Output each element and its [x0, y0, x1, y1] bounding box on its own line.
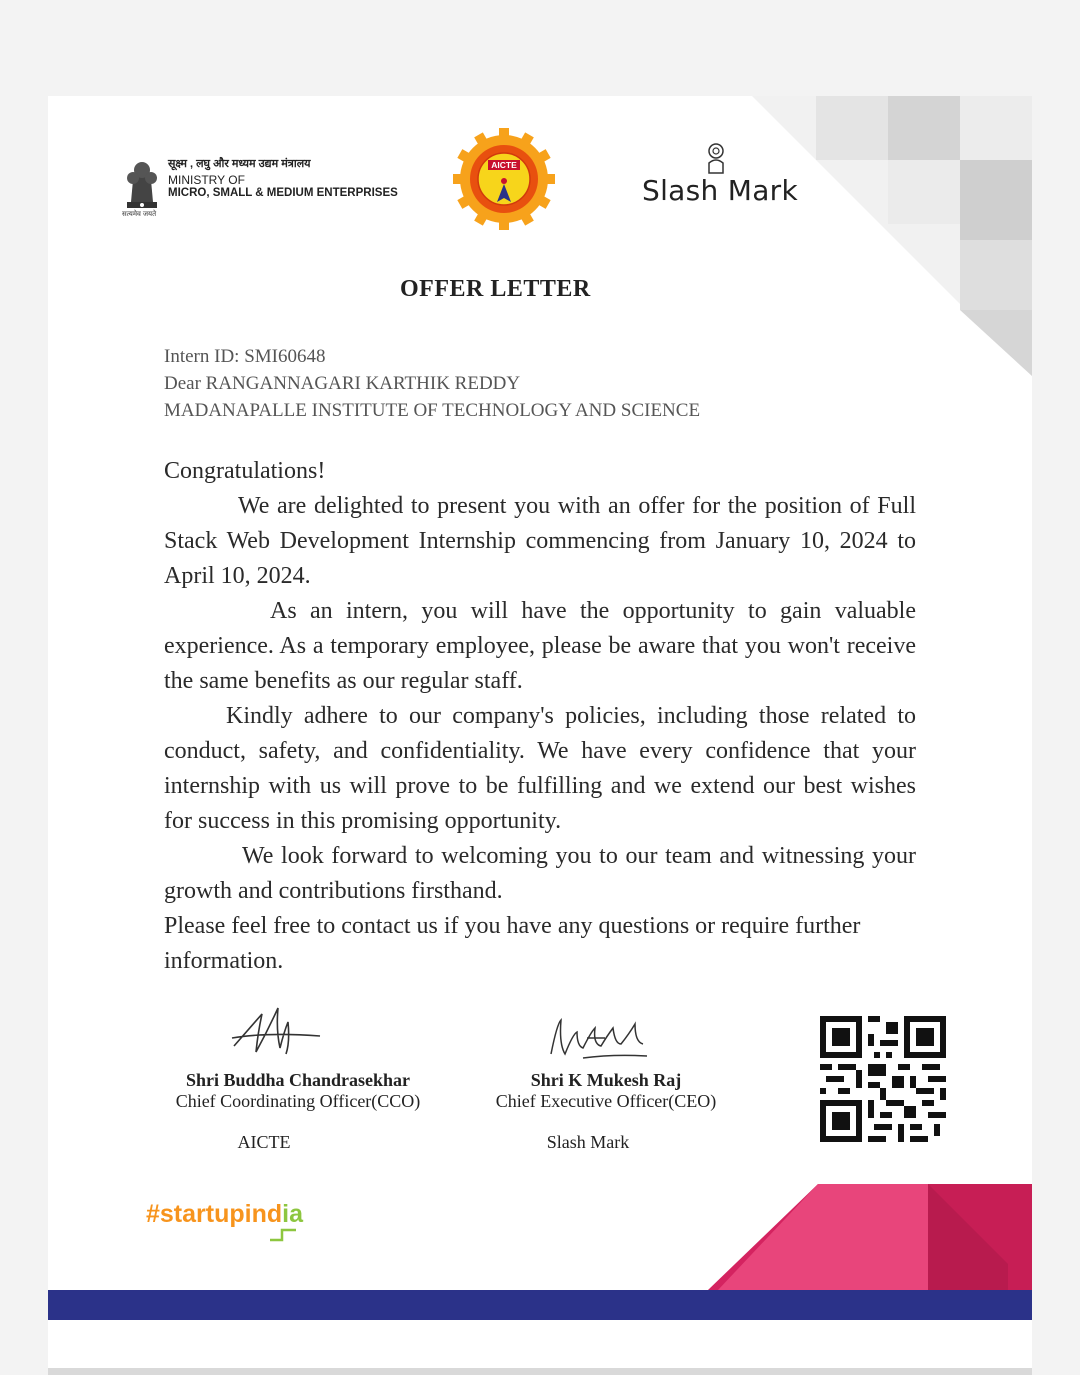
recipient-institution: MADANAPALLE INSTITUTE OF TECHNOLOGY AND SCIENCE: [164, 400, 701, 421]
footer-bar: [48, 1290, 1032, 1320]
startup-hash: #: [146, 1200, 160, 1228]
paragraph: We look forward to welcoming you to our team and witnessing your growth and contributions firsthand.: [164, 843, 916, 904]
signatory-name: Shri Buddha Chandrasekhar: [185, 1070, 411, 1090]
startup-ind: ind: [244, 1200, 283, 1228]
paragraph: As an intern, you will have the opportunity to gain valuable experience. As a temporary employee, please be aware that you won't receive the same benefits as our regular staff.: [164, 598, 916, 694]
startupindia-logo: [146, 1200, 303, 1229]
signatory-title: Chief Executive Officer(CEO): [495, 1091, 717, 1111]
startup-ia: ia: [282, 1200, 303, 1228]
intern-id: Intern ID: SMI60648: [164, 346, 326, 367]
startup-underline-icon: [268, 1226, 298, 1242]
signatory-cco: [158, 1070, 438, 1112]
greeting: Congratulations!: [164, 458, 326, 484]
startup-text: startup: [159, 1200, 245, 1228]
closing-paragraph: Please feel free to contact us if you have any questions or require further information.: [164, 913, 861, 974]
letter-body: [164, 454, 916, 979]
page-bottom-edge: [48, 1368, 1032, 1375]
corner-decoration-bottom: [708, 1184, 1032, 1290]
slash-mark-logo: Slash Mark: [642, 174, 798, 207]
paragraph: We are delighted to present you with an offer for the position of Full Stack Web Development Internship commencing from January 10, 2024 to April 10, 2024.: [164, 493, 916, 589]
recipient-name: Dear RANGANNAGARI KARTHIK REDDY: [164, 373, 521, 394]
aicte-logo-icon: [451, 126, 557, 232]
ministry-line1: MINISTRY OF: [168, 173, 245, 187]
signatory-ceo: [476, 1070, 736, 1112]
corner-decoration-top: [728, 96, 1032, 376]
signatory-org: Slash Mark: [546, 1132, 630, 1152]
qr-code-icon: [820, 1016, 946, 1142]
signatory-name: Shri K Mukesh Raj: [530, 1070, 682, 1090]
slash-mark-emblem-icon: [704, 141, 728, 175]
emblem-motto: सत्यमेव जयते: [122, 211, 157, 218]
aicte-logo-label: AICTE: [491, 160, 517, 170]
ministry-line2: MICRO, SMALL & MEDIUM ENTERPRISES: [168, 187, 398, 199]
ministry-logo-text: [168, 156, 398, 199]
signature-ceo-icon: [543, 1014, 653, 1064]
signatory-org: AICTE: [237, 1132, 291, 1152]
paragraph: Kindly adhere to our company's policies, including those related to conduct, safety, and confidentiality. We have every confidence that your internship with us will prove to be fulfilling and we extend our best wishes for success in this promising opportunity.: [164, 703, 916, 834]
signatory-title: Chief Coordinating Officer(CCO): [175, 1091, 421, 1111]
ministry-hindi: सूक्ष्म , लघु और मध्यम उद्यम मंत्रालय: [168, 158, 311, 170]
offer-letter-page: [48, 96, 1032, 1375]
page-title: OFFER LETTER: [400, 276, 591, 302]
signature-cco-icon: [228, 1002, 324, 1062]
